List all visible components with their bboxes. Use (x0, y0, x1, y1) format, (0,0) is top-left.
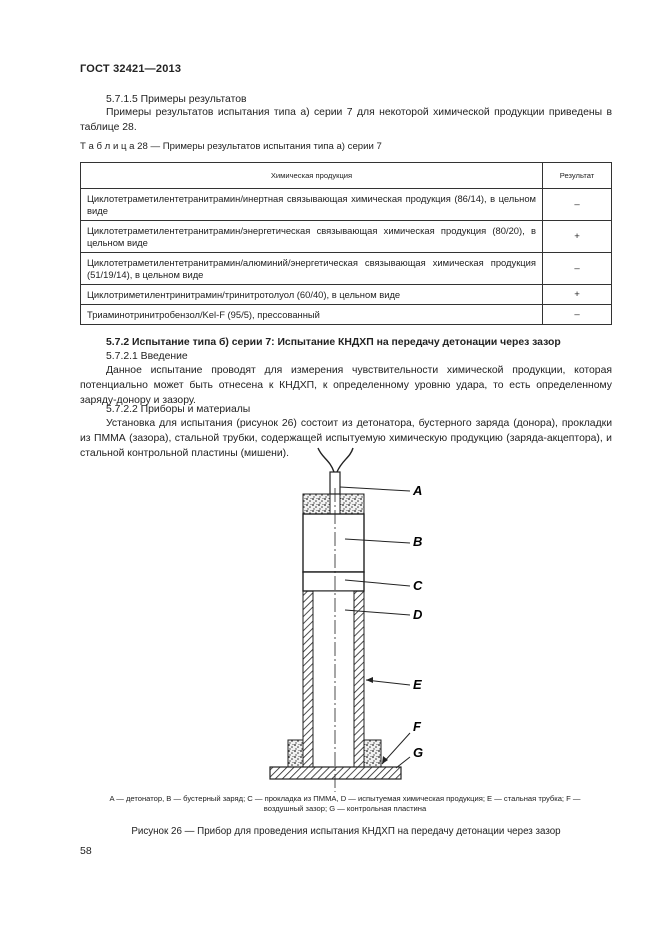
booster-charge (303, 514, 364, 572)
label-b: B (413, 534, 423, 549)
booster-cap-right (340, 494, 364, 514)
label-a: A (413, 483, 423, 498)
section-5715-heading: 5.7.1.5 Примеры результатов (106, 94, 247, 105)
steel-tube-right-wall (354, 591, 364, 767)
label-g: G (413, 745, 424, 760)
spacer-right (364, 740, 381, 767)
table28-product-cell: Циклотетраметилентетранитрамин/алюминий/энергетическая связывающая химическая продукция (51/19/14), в цельном виде (81, 253, 543, 285)
arrow-head-e (366, 677, 373, 683)
table28-result-cell: + (543, 285, 612, 305)
page-number: 58 (80, 845, 92, 857)
table28-product-cell: Циклотриметилентринитрамин/тринитротолуол (60/40), в цельном виде (81, 285, 543, 305)
steel-tube-left-wall (303, 591, 313, 767)
table28-result-cell: – (543, 253, 612, 285)
pmma-gap (303, 572, 364, 591)
figure26-legend: A — детонатор, B — бустерный заряд; C — прокладка из ПММА, D — испытуемая химическая продукция; E — стальная трубка; F — воздушный зазор; G — контрольная пластина (109, 794, 581, 813)
section-5722-heading: 5.7.2.2 Приборы и материалы (106, 404, 251, 415)
witness-plate (270, 767, 401, 779)
table28-result-cell: – (543, 189, 612, 221)
table28-caption: Т а б л и ц а 28 — Примеры результатов испытания типа а) серии 7 (80, 141, 382, 152)
leader-line-g (396, 757, 410, 768)
spacer-left (288, 740, 303, 767)
label-c: C (413, 578, 423, 593)
detonator-wire-right (337, 448, 353, 472)
table28-result-cell: + (543, 221, 612, 253)
section-5721-text: Данное испытание проводят для измерения чувствительности химической продукции, которая потенциально может быть отнесена к КНДХП, к определенному уровню удара, то есть определенному заряду-донору и зазору. (80, 365, 612, 406)
detonator-wire-left (318, 448, 334, 472)
section-5721-heading: 5.7.2.1 Введение (106, 351, 188, 362)
table28-product-cell: Триаминотринитробензол/Kel-F (95/5), прессованный (81, 305, 543, 325)
document-standard-header: ГОСТ 32421—2013 (80, 63, 182, 75)
table28-product-cell: Циклотетраметилентетранитрамин/энергетическая связывающая химическая продукция (80/20), в цельном виде (81, 221, 543, 253)
booster-cap-left (303, 494, 330, 514)
table28-result-cell: – (543, 305, 612, 325)
section-5715-text: Примеры результатов испытания типа а) серии 7 для некоторой химической продукции приведены в таблице 28. (80, 107, 612, 133)
label-f: F (413, 719, 421, 734)
table28-product-cell: Циклотетраметилентетранитрамин/инертная связывающая химическая продукция (86/14), в цельном виде (81, 189, 543, 221)
section-5722-text: Установка для испытания (рисунок 26) состоит из детонатора, бустерного заряда (донора), прокладки из ПММА (зазора), стальной трубки, содержащей испытуемую химическую продукцию (заряда-акцептора), и стальной контрольной пластины (мишени). (80, 418, 612, 459)
test-substance (313, 591, 354, 767)
label-e: E (413, 677, 422, 692)
table28-col-product: Химическая продукция (81, 163, 543, 189)
figure26-caption: Рисунок 26 — Прибор для проведения испытания КНДХП на передачу детонации через зазор (131, 826, 561, 837)
section-572-heading: 5.7.2 Испытание типа б) серии 7: Испытание КНДХП на передачу детонации через зазор (106, 337, 561, 348)
leader-line-a (340, 487, 410, 491)
arrow-head-f (382, 756, 388, 764)
label-d: D (413, 607, 423, 622)
table28-col-result: Результат (543, 163, 612, 189)
